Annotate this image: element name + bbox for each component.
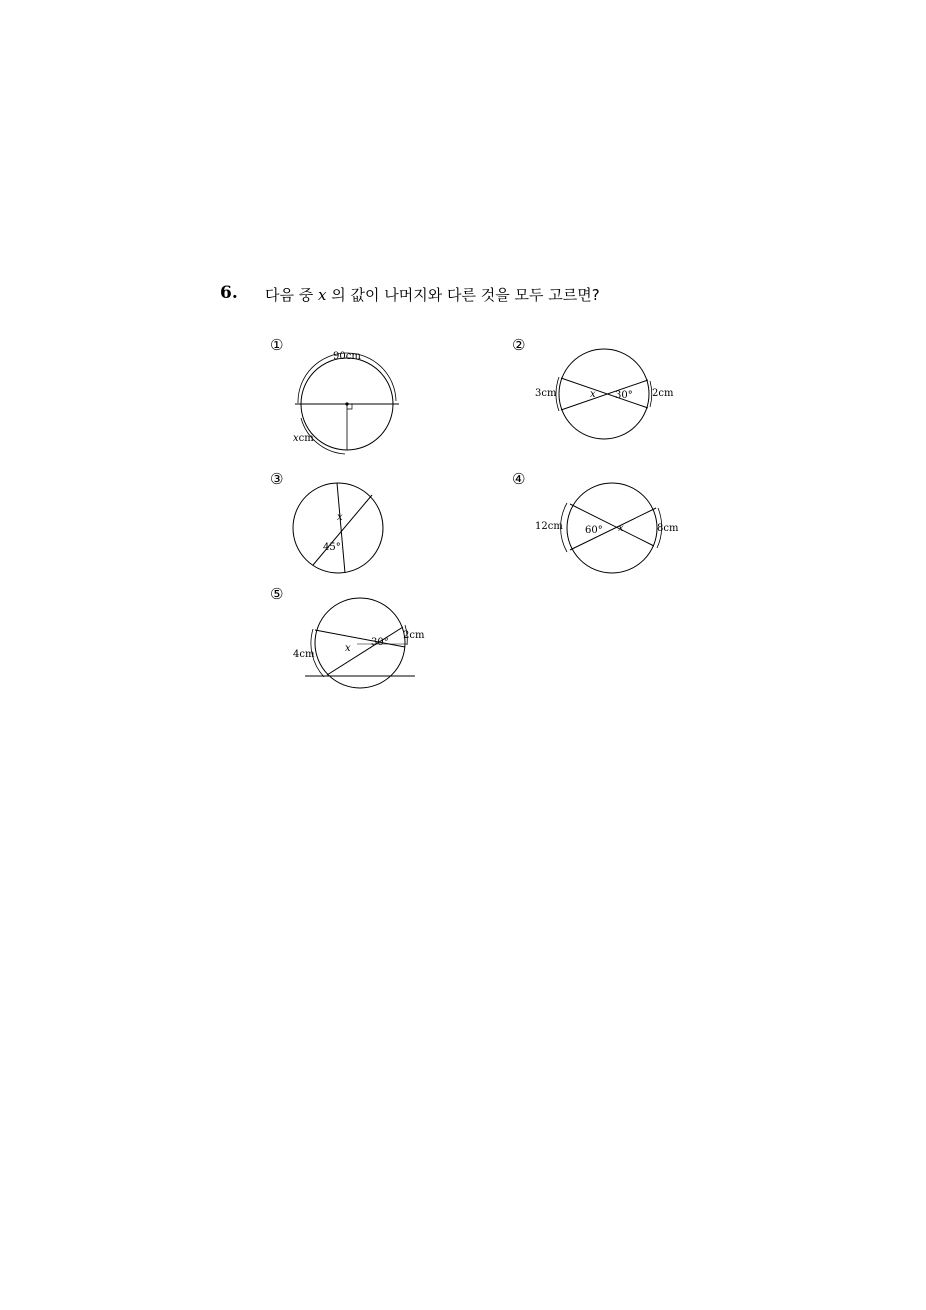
question-text-before: 다음 중 xyxy=(265,286,314,304)
figure-choice-5 xyxy=(285,595,425,680)
arc-label-bottom-var: x xyxy=(293,433,299,444)
figure-choice-1 xyxy=(285,345,410,460)
choice-label-1[interactable]: ① xyxy=(270,336,284,354)
left-arc-label: 4cm xyxy=(293,649,315,660)
arc-label-bottom-unit: cm xyxy=(298,433,314,444)
right-arc-label: 2cm xyxy=(652,388,674,399)
question-text-after: 의 값이 나머지와 다른 것을 모두 고르면? xyxy=(331,286,600,304)
angle-label: 30° xyxy=(615,390,633,401)
right-arc-label: 8cm xyxy=(657,523,679,534)
left-arc-label: 12cm xyxy=(535,521,563,532)
arc-label-top: 90cm xyxy=(333,351,361,362)
question-variable: x xyxy=(318,286,327,304)
angle-x-label: x xyxy=(337,512,343,523)
angle-label: 30° xyxy=(371,637,389,648)
choice-label-3[interactable]: ③ xyxy=(270,470,284,488)
question-text xyxy=(265,284,600,305)
angle-x-label: x xyxy=(590,389,596,400)
right-arc-label: 2cm xyxy=(403,630,425,641)
left-arc-label: 3cm xyxy=(535,388,557,399)
figure-choice-4 xyxy=(530,478,680,578)
question-number: 6. xyxy=(220,283,238,303)
arc-label-bottom xyxy=(293,433,314,444)
figure-choice-3 xyxy=(285,478,395,578)
figure-choice-2 xyxy=(530,345,675,445)
choice-label-5[interactable]: ⑤ xyxy=(270,585,284,603)
choice-label-4[interactable]: ④ xyxy=(512,470,526,488)
choice-label-2[interactable]: ② xyxy=(512,336,526,354)
angle-label: 60° xyxy=(585,525,603,536)
angle-x-label: x xyxy=(618,523,624,534)
angle-x-label: x xyxy=(345,643,351,654)
angle-label: 45° xyxy=(323,542,341,553)
